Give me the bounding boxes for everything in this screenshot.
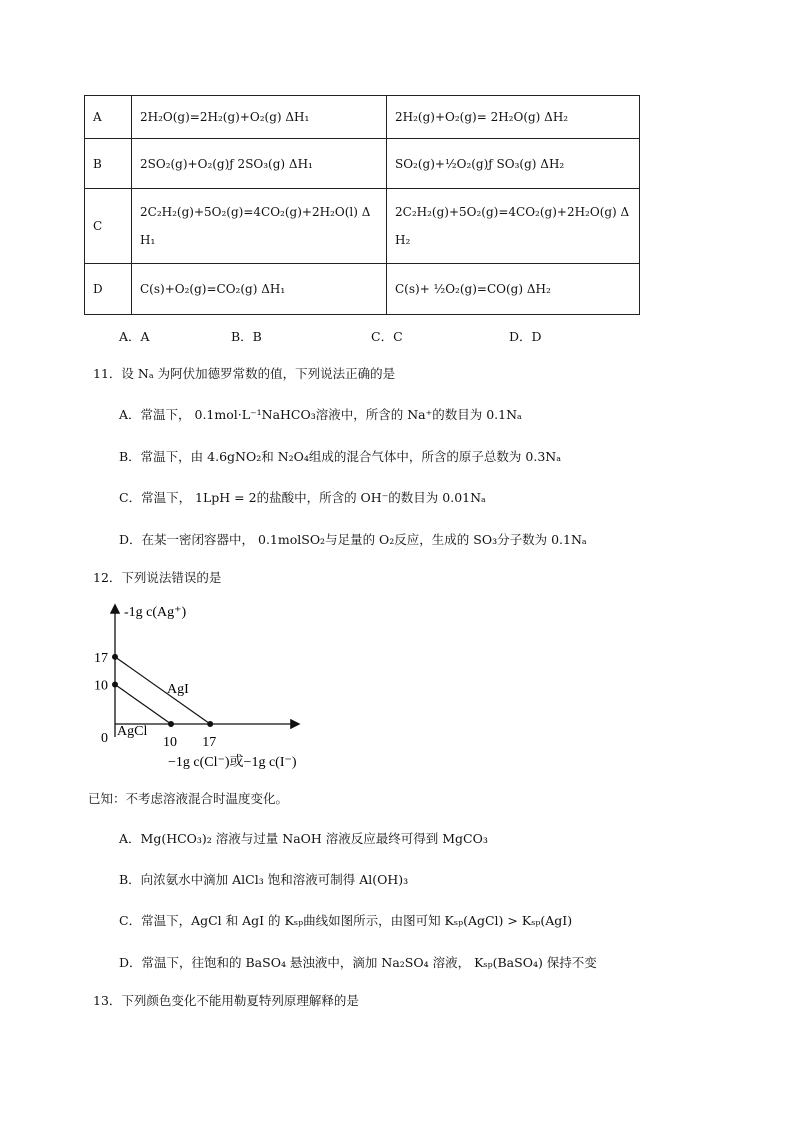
table-row (85, 96, 640, 139)
series-label-agi: AgI (167, 682, 189, 697)
x-tick-label: 17 (202, 735, 217, 750)
equation-2: SO₂(g)+½O₂(g)ƒ SO₃(g) ΔH₂ (387, 139, 640, 189)
x-tick-label: 10 (163, 735, 177, 750)
row-key: D (85, 264, 132, 315)
answer-a: A．A (119, 329, 150, 344)
question-11-stem: 11．设 Nₐ 为阿伏加德罗常数的值，下列说法正确的是 (93, 366, 396, 381)
question-11-option-d: D．在某一密闭容器中， 0.1molSO₂与足量的 O₂反应，生成的 SO₃分子数为 0.1Nₐ (119, 532, 587, 547)
ksp-chart (88, 600, 328, 780)
question-12-note: 已知：不考虑溶液混合时温度变化。 (88, 791, 289, 806)
y-tick-label: 17 (94, 650, 108, 666)
question-12-option-a: A．Mg(HCO₃)₂ 溶液与过量 NaOH 溶液反应最终可得到 MgCO₃ (119, 831, 488, 846)
question-12-option-d: D．常温下，往饱和的 BaSO₄ 悬浊液中，滴加 Na₂SO₄ 溶液， Kₛₚ(BaSO₄) 保持不变 (119, 955, 597, 970)
equation-2: C(s)+ ½O₂(g)=CO(g) ΔH₂ (387, 264, 640, 315)
point-agi-y (112, 654, 118, 660)
x-axis-label: −1g c(Cl⁻)或−1g c(I⁻) (168, 755, 297, 770)
point-agcl-y (112, 682, 118, 688)
question-12-option-b: B．向浓氨水中滴加 AlCl₃ 饱和溶液可制得 Al(OH)₃ (119, 872, 409, 887)
equation-1: 2C₂H₂(g)+5O₂(g)=4CO₂(g)+2H₂O(l) ΔH₁ (132, 189, 387, 264)
table-row (85, 189, 640, 264)
question-12-stem: 12．下列说法错误的是 (93, 570, 222, 585)
row-key: A (85, 96, 132, 139)
row-key: B (85, 139, 132, 189)
origin-label: 0 (101, 731, 108, 746)
question-13-stem: 13．下列颜色变化不能用勒夏特列原理解释的是 (93, 993, 359, 1008)
question-11-option-c: C．常温下， 1LpH = 2的盐酸中，所含的 OH⁻的数目为 0.01Nₐ (119, 490, 486, 505)
answer-b: B．B (231, 329, 262, 344)
options-table (84, 95, 640, 315)
equation-1: 2SO₂(g)+O₂(g)ƒ 2SO₃(g) ΔH₁ (132, 139, 387, 189)
equation-1: 2H₂O(g)=2H₂(g)+O₂(g) ΔH₁ (132, 96, 387, 139)
question-11-option-a: A．常温下， 0.1mol·L⁻¹NaHCO₃溶液中，所含的 Na⁺的数目为 0.1Nₐ (119, 407, 522, 422)
point-agi-x (207, 721, 213, 727)
y-axis-label: -1g c(Ag⁺) (124, 605, 187, 620)
equation-2: 2C₂H₂(g)+5O₂(g)=4CO₂(g)+2H₂O(g) ΔH₂ (387, 189, 640, 264)
question-12-option-c: C．常温下，AgCl 和 AgI 的 Kₛₚ曲线如图所示，由图可知 Kₛₚ(AgCl) > Kₛₚ(AgI) (119, 913, 573, 928)
answer-d: D．D (509, 329, 542, 344)
equation-2: 2H₂(g)+O₂(g)= 2H₂O(g) ΔH₂ (387, 96, 640, 139)
series-label-agcl: AgCl (117, 724, 148, 739)
table-row (85, 139, 640, 189)
answer-c: C．C (371, 329, 403, 344)
table-row (85, 264, 640, 315)
y-tick-label: 10 (94, 678, 108, 694)
row-key: C (85, 189, 132, 264)
point-agcl-x (168, 721, 174, 727)
equation-1: C(s)+O₂(g)=CO₂(g) ΔH₁ (132, 264, 387, 315)
question-11-option-b: B．常温下，由 4.6gNO₂和 N₂O₄组成的混合气体中，所含的原子总数为 0.3Nₐ (119, 449, 562, 464)
series-line-agi (115, 657, 210, 724)
